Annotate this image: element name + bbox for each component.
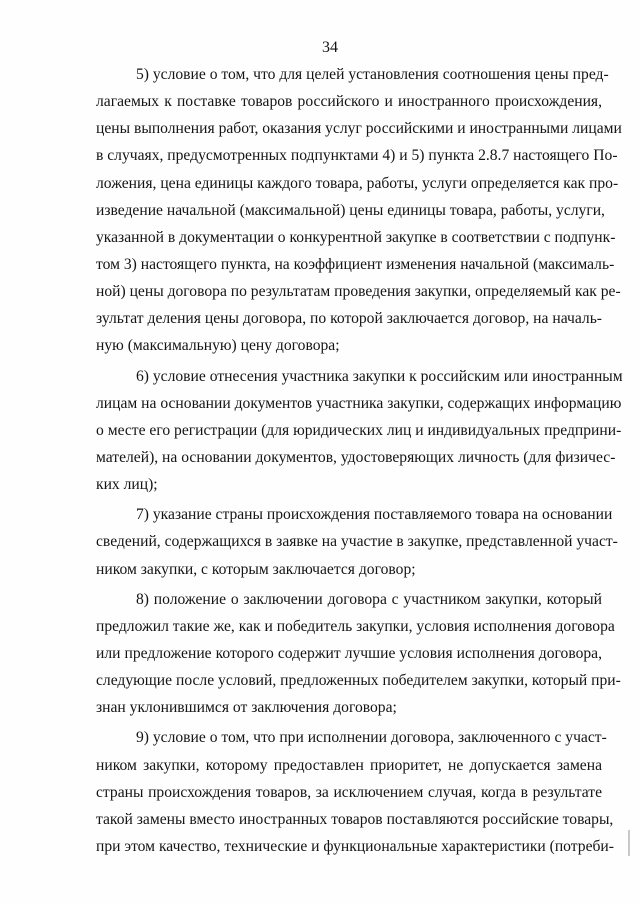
paragraph [96,61,622,360]
text-line: о месте его регистрации (для юридических лиц и индивидуальных предприни- [96,421,622,439]
paragraph [96,501,618,582]
document-body [96,61,623,860]
text-line: 6) условие отнесения участника закупки к российским или иностранным [136,367,623,385]
text-line: зультат деления цены договора, по которой заключается договор, на началь- [96,310,602,328]
text-line: такой замены вместо иностранных товаров поставляются российские товары, [96,810,614,828]
text-line: 5) условие о том, что для целей установления соотношения цены пред- [136,66,609,83]
paragraph [96,586,621,722]
text-line: сведений, содержащихся в заявке на участие в закупке, представленной участ- [96,533,618,551]
text-line: в случаях, предусмотренных подпунктами 4) и 5) пункта 2.8.7 настоящего По- [96,147,618,165]
text-line: ких лиц); [96,476,158,494]
text-line: ную (максимальную) цену договора; [96,337,340,355]
text-line: ной) цены договора по результатам проведения закупки, определяемый как ре- [96,283,621,301]
text-line: следующие после условий, предложенных победителем закупки, который при- [96,672,621,690]
text-line: мателей), на основании документов, удостоверяющих личность (для физичес- [96,448,616,466]
text-line: том 3) настоящего пункта, на коэффициент изменения начальной (максималь- [96,255,615,273]
text-line: предложил такие же, как и победитель закупки, условия исполнения договора [96,617,615,635]
text-line: или предложение которого содержит лучшие условия исполнения договора, [96,644,602,662]
text-line: ником закупки, которому предоставлен приоритет, не допускается замена [96,756,602,774]
text-line: ником закупки, с которым заключается договор; [96,560,416,578]
text-line: лицам на основании документов участника закупки, содержащих информацию [96,394,622,412]
text-line: лагаемых к поставке товаров российского и иностранного происхождения, [96,93,602,111]
text-line: 8) положение о заключении договора с участником закупки, который [136,590,602,608]
text-line: страны происхождения товаров, за исключением случая, когда в результате [96,783,602,801]
paragraph [96,363,623,499]
scan-edge-mark [628,830,630,856]
text-line: при этом качество, технические и функциональные характеристики (потреби- [96,837,614,855]
text-line: 7) указание страны происхождения поставляемого товара на основании [136,506,613,524]
text-line: изведение начальной (максимальной) цены единицы товара, работы, услуги, [96,201,605,219]
paragraph [96,724,614,860]
text-line: цены выполнения работ, оказания услуг российскими и иностранными лицами [96,120,622,138]
text-line: знан уклонившимся от заключения договора; [96,699,397,717]
page-number: 34 [322,39,338,56]
text-line: ложения, цена единицы каждого товара, работы, услуги определяется как про- [96,174,619,192]
text-line: 9) условие о том, что при исполнении договора, заключенного с участ- [136,729,607,747]
text-line: указанной в документации о конкурентной закупке в соответствии с подпунк- [96,228,616,246]
